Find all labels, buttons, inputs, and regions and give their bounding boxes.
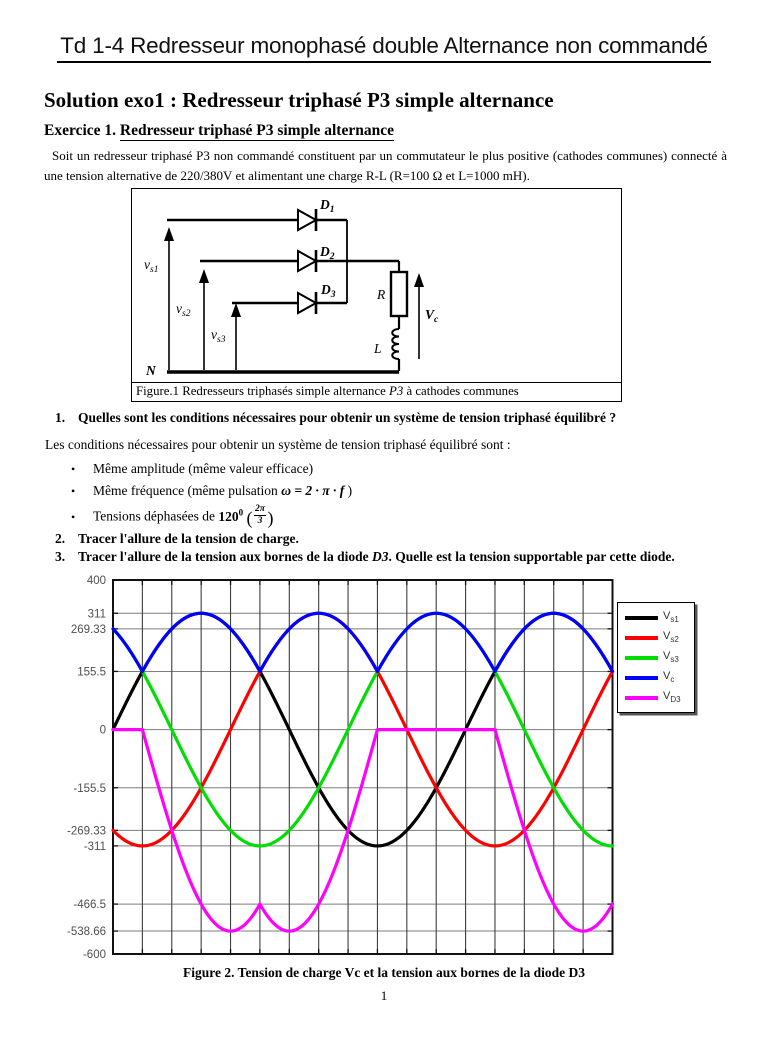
legend-row-vs3: $V_{s3}$ xyxy=(618,648,694,668)
n-label: N xyxy=(146,363,156,378)
bullet-item-1 xyxy=(71,458,738,480)
question-2 xyxy=(55,531,738,548)
answer-bullets xyxy=(71,458,738,529)
exercise-heading xyxy=(44,122,728,140)
bullet-icon: • xyxy=(71,484,76,498)
question-3 xyxy=(55,549,738,566)
svg-text:-155.5: -155.5 xyxy=(73,782,106,795)
intro-paragraph: Soit un redresseur triphasé P3 non commandé constituent par un commutateur le plus positive (cathodes communes) connecté à une tension alternative de 220/380V et alimentant une charge R-L (R=100 Ω et L=1000 mH). xyxy=(44,148,727,183)
diode-d2-icon xyxy=(298,250,399,272)
doc-title: Td 1-4 Redresseur monophasé double Alternance non commandé xyxy=(0,33,768,63)
d3-label: $D_3$ xyxy=(321,282,336,300)
question-1 xyxy=(55,409,738,427)
vs1-line-swatch xyxy=(625,616,658,620)
legend-row-vs1: $V_{s1}$ xyxy=(618,608,694,628)
chart-legend xyxy=(617,602,695,713)
bullet-2-text: Même fréquence (même pulsation ω = 2 · π · f ) xyxy=(93,483,353,498)
bullet-1-text: Même amplitude (même valeur efficace) xyxy=(93,461,314,476)
vs3-line-swatch xyxy=(625,656,658,660)
question-2-text: Tracer l'allure de la tension de charge. xyxy=(78,530,299,546)
solution-heading: Solution exo1 : Redresseur triphasé P3 simple alternance xyxy=(44,88,554,112)
resistor-icon xyxy=(391,272,407,316)
vs2-line-swatch xyxy=(625,636,658,640)
bullet-icon: • xyxy=(71,509,76,524)
vs3-arrow xyxy=(231,303,241,370)
vs1-arrow xyxy=(164,227,174,370)
svg-text:-600: -600 xyxy=(82,948,106,961)
answer-intro: Les conditions nécessaires pour obtenir un système de tension triphasé équilibré sont : xyxy=(45,437,511,452)
svg-text:155.5: 155.5 xyxy=(77,665,106,678)
question-3-text: Tracer l'allure de la tension aux bornes de la diode D3. Quelle est la tension supportable par cette diode. xyxy=(78,549,675,564)
vs1-label: $v_{s1}$ xyxy=(144,257,159,275)
svg-text:-311: -311 xyxy=(83,840,106,853)
svg-text:-466.5: -466.5 xyxy=(73,898,106,911)
legend-row-vd3: $V_{D3}$ xyxy=(618,688,694,708)
circuit-diagram xyxy=(132,189,620,382)
figure1-box xyxy=(131,188,622,402)
legend-row-vs2: $V_{s2}$ xyxy=(618,628,694,648)
legend-row-vc: $V_c$ xyxy=(618,668,694,688)
vs3-label: $v_{s3}$ xyxy=(211,327,226,345)
r-label: R xyxy=(377,287,386,302)
vs2-arrow xyxy=(199,269,209,370)
vc-label: $V_c$ xyxy=(425,307,439,325)
svg-text:400: 400 xyxy=(86,574,106,587)
svg-text:0: 0 xyxy=(99,724,106,737)
pulsation-formula: ω = 2 · π · f xyxy=(281,483,345,498)
svg-text:269.33: 269.33 xyxy=(70,623,106,636)
bullet-icon: • xyxy=(71,462,76,476)
page-number: 1 xyxy=(380,987,388,1003)
svg-text:-269.33: -269.33 xyxy=(66,824,106,837)
bullet-item-2 xyxy=(71,480,738,502)
exercise-title: Redresseur triphasé P3 simple alternance xyxy=(119,122,394,139)
d2-label: $D_2$ xyxy=(320,244,335,262)
waveform-chart xyxy=(0,575,768,963)
svg-text:311: 311 xyxy=(87,607,106,620)
question-1-number: 1. xyxy=(55,410,66,425)
phase-shift-fraction: ( $\frac{2\pi}{3}$ ) xyxy=(246,504,274,528)
bullet-3-text: Tensions déphasées de $120^0$ ( $\frac{2\pi}{3}$ ) xyxy=(93,504,274,528)
vc-arrow xyxy=(414,273,424,359)
diode-d1-icon xyxy=(298,209,347,231)
question-2-number: 2. xyxy=(55,530,66,546)
document-page xyxy=(0,33,768,1057)
exercise-prefix: Exercice 1. xyxy=(44,122,120,139)
svg-text:-538.66: -538.66 xyxy=(66,925,106,938)
question-3-number: 3. xyxy=(55,549,66,564)
figure1-caption: Figure.1 Redresseurs triphasés simple alternance P3 à cathodes communes xyxy=(132,382,621,401)
d1-label: $D_1$ xyxy=(320,197,335,215)
vd3-line-swatch xyxy=(625,696,658,700)
question-1-text: Quelles sont les conditions nécessaires pour obtenir un système de tension triphasé équilibré ? xyxy=(78,410,617,425)
vs2-label: $v_{s2}$ xyxy=(176,301,191,319)
bullet-item-3 xyxy=(71,502,738,529)
l-label: L xyxy=(374,341,382,356)
vc-line-swatch xyxy=(625,676,658,680)
figure2-caption: Figure 2. Tension de charge Vc et la tension aux bornes de la diode D3 xyxy=(183,964,585,980)
inductor-icon xyxy=(392,329,399,359)
